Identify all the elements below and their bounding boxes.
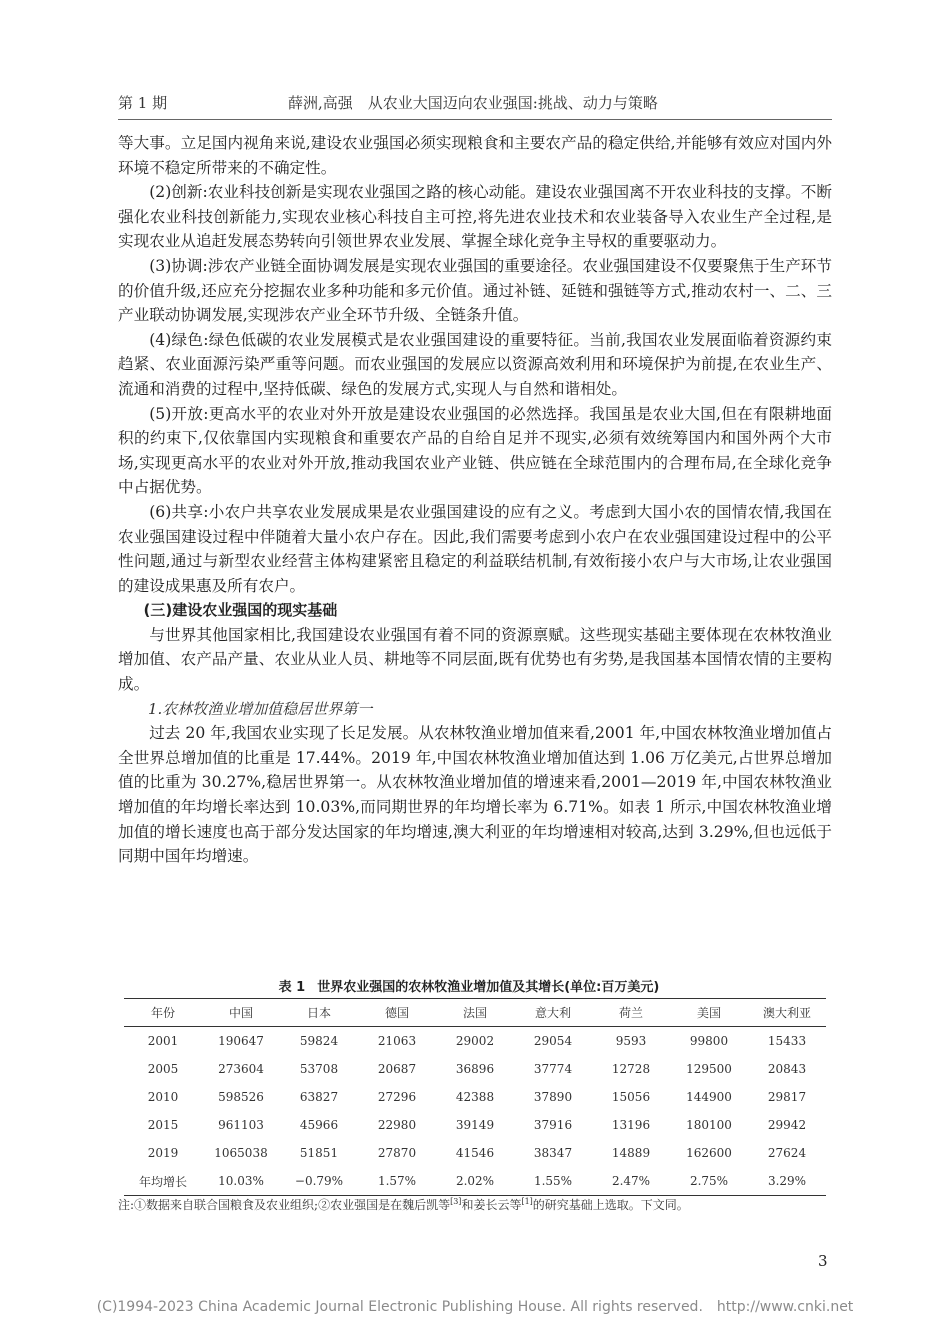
citation-ref: [3]	[450, 1197, 462, 1206]
table-row	[124, 1167, 826, 1196]
table-cell: 27870	[377, 1146, 417, 1160]
table-cell: 273604	[218, 1062, 264, 1076]
header-cell: 德国	[358, 999, 436, 1027]
table-header-row	[124, 999, 826, 1027]
table-cell: 2019	[147, 1146, 179, 1160]
table-row	[124, 1139, 826, 1167]
table-cell: 29817	[767, 1090, 807, 1104]
section-heading: (三)建设农业强国的现实基础	[143, 601, 338, 620]
table-cell: 29054	[533, 1034, 573, 1048]
header-cell: 美国	[670, 999, 748, 1027]
paragraph-sharing: (6)共享:小农户共享农业发展成果是农业强国建设的应有之义。考虑到大国小农的国情农情,我国在农业强国建设过程中伴随着大量小农户存在。因此,我们需要考虑到小农户在农业强国建设过程中的公平性问题,通过与新型农业经营主体构建紧密且稳定的利益联结机制,有效衔接小农户与大市场,让农业强国的建设成果惠及所有农户。	[118, 502, 832, 595]
table-body	[124, 1027, 826, 1196]
copyright-footer: (C)1994-2023 China Academic Journal Electronic Publishing House. All rights reserved. http://www.cnki.net	[96, 1299, 854, 1315]
table-cell: 37890	[533, 1090, 573, 1104]
table-cell: 162600	[686, 1146, 732, 1160]
table-cell: 45966	[299, 1118, 339, 1132]
table-cell: −0.79%	[280, 1167, 358, 1196]
table-cell: 27296	[377, 1090, 417, 1104]
table-cell: 961103	[218, 1118, 264, 1132]
table-cell: 2001	[147, 1034, 179, 1048]
table-row	[124, 1111, 826, 1139]
table-cell: 59824	[299, 1034, 339, 1048]
header-cell: 荷兰	[592, 999, 670, 1027]
table-cell: 63827	[299, 1090, 339, 1104]
table-cell: 37916	[533, 1118, 573, 1132]
citation-ref: [1]	[521, 1197, 533, 1206]
table-cell: 1065038	[214, 1146, 268, 1160]
table-cell: 99800	[689, 1034, 729, 1048]
table-cell: 29942	[767, 1118, 807, 1132]
table-cell: 53708	[299, 1062, 339, 1076]
table-cell: 39149	[455, 1118, 495, 1132]
header-cell: 中国	[202, 999, 280, 1027]
page-number: 3	[818, 1252, 828, 1270]
table-cell: 51851	[299, 1146, 339, 1160]
table-cell: 10.03%	[202, 1167, 280, 1196]
header-cell: 意大利	[514, 999, 592, 1027]
table-cell: 144900	[686, 1090, 732, 1104]
paragraph-coordination: (3)协调:涉农产业链全面协调发展是实现农业强国的重要途径。农业强国建设不仅要聚焦于生产环节的价值升级,还应充分挖掘农业多种功能和多元价值。通过补链、延链和强链等方式,推动农村一、二、三产业联动协调发展,实现涉农产业全环节升级、全链条升值。	[118, 256, 832, 325]
table-row	[124, 1083, 826, 1111]
table-cell: 22980	[377, 1118, 417, 1132]
paragraph-green: (4)绿色:绿色低碳的农业发展模式是农业强国建设的重要特征。当前,我国农业发展面临着资源约束趋紧、农业面源污染严重等问题。而农业强国的发展应以资源高效利用和环境保护为前提,在农业生产、流通和消费的过程中,坚持低碳、绿色的发展方式,实现人与自然和谐相处。	[118, 330, 832, 398]
article-body	[118, 131, 832, 869]
paragraph-openness: (5)开放:更高水平的农业对外开放是建设农业强国的必然选择。我国虽是农业大国,但在有限耕地面积的约束下,仅依靠国内实现粮食和重要农产品的自给自足并不现实,必须有效统筹国内和国外两个大市场,实现更高水平的农业对外开放,推动我国农业产业链、供应链在全球范围内的合理布局,在全球化竞争中占据优势。	[118, 404, 832, 497]
table-cell: 1.57%	[358, 1167, 436, 1196]
table-cell: 12728	[611, 1062, 651, 1076]
table-cell: 15056	[611, 1090, 651, 1104]
note-text-3: 的研究基础上选取。下文同。	[532, 1198, 689, 1212]
table-cell: 21063	[377, 1034, 417, 1048]
issue-number: 第 1 期	[118, 94, 168, 112]
table-cell: 年均增长	[124, 1167, 202, 1196]
table-cell: 2010	[147, 1090, 179, 1104]
table-cell: 29002	[455, 1034, 495, 1048]
table-cell: 20687	[377, 1062, 417, 1076]
table-cell: 42388	[455, 1090, 495, 1104]
note-text-2: 和姜长云等	[461, 1198, 522, 1212]
data-table	[124, 998, 826, 1196]
table-label: 表 1	[278, 980, 306, 995]
table-cell: 2.02%	[436, 1167, 514, 1196]
table-cell: 9593	[615, 1034, 647, 1048]
table-cell: 129500	[686, 1062, 732, 1076]
table-cell: 38347	[533, 1146, 573, 1160]
header-rule	[118, 119, 832, 120]
table-cell: 15433	[767, 1034, 807, 1048]
table-note	[118, 1196, 832, 1213]
table-title: 世界农业强国的农林牧渔业增加值及其增长(单位:百万美元)	[317, 980, 660, 995]
running-title: 薛洲,高强 从农业大国迈向农业强国:挑战、动力与策略	[288, 94, 658, 112]
table-cell: 14889	[611, 1146, 651, 1160]
table-cell: 41546	[455, 1146, 495, 1160]
table-cell: 2.75%	[670, 1167, 748, 1196]
table-row	[124, 1027, 826, 1056]
note-text-1: 注:①数据来自联合国粮食及农业组织;②农业强国是在魏后凯等	[118, 1198, 451, 1212]
table-cell: 180100	[686, 1118, 732, 1132]
table-cell: 1.55%	[514, 1167, 592, 1196]
table-cell: 598526	[218, 1090, 264, 1104]
header-cell: 法国	[436, 999, 514, 1027]
table-cell: 3.29%	[748, 1167, 826, 1196]
table-cell: 36896	[455, 1062, 495, 1076]
table-caption	[118, 976, 832, 995]
table-cell: 20843	[767, 1062, 807, 1076]
paragraph-foundation: 与世界其他国家相比,我国建设农业强国有着不同的资源禀赋。这些现实基础主要体现在农林牧渔业增加值、农产品产量、农业从业人员、耕地等不同层面,既有优势也有劣势,是我国基本国情农情的主要构成。	[118, 625, 832, 694]
header-cell: 年份	[124, 999, 202, 1027]
paragraph-value-added: 过去 20 年,我国农业实现了长足发展。从农林牧渔业增加值来看,2001 年,中国农林牧渔业增加值占全世界总增加值的比重是 17.44%。2019 年,中国农林牧渔业增加值达到 1.06 万亿美元,占世界总增加值的比重为 30.27%,稳居世界第一。从农林牧渔业增加值的增速来看,2001—2019 年,中国农林牧渔业增加值的年均增长率达到 10.03%,而同期世界的年均增长率为 6.71%。如表 1 所示,中国农林牧渔业增加值的增长速度也高于部分发达国家的年均增速,澳大利亚的年均增速相对较高,达到 3.29%,但也远低于同期中国年均增速。	[118, 724, 832, 866]
paragraph-innovation: (2)创新:农业科技创新是实现农业强国之路的核心动能。建设农业强国离不开农业科技的支撑。不断强化农业科技创新能力,实现农业核心科技自主可控,将先进农业技术和农业装备导入农业生产全过程,是实现农业从追赶发展态势转向引领世界农业发展、掌握全球化竞争主导权的重要驱动力。	[118, 183, 832, 251]
table-cell: 2005	[147, 1062, 179, 1076]
table-cell: 13196	[611, 1118, 651, 1132]
table-row	[124, 1055, 826, 1083]
header-cell: 澳大利亚	[748, 999, 826, 1027]
table-cell: 2015	[147, 1118, 179, 1132]
table-cell: 2.47%	[592, 1167, 670, 1196]
paragraph-continued: 等大事。立足国内视角来说,建设农业强国必须实现粮食和主要农产品的稳定供给,并能够有效应对国内外环境不稳定所带来的不确定性。	[118, 134, 832, 177]
running-header	[118, 92, 830, 116]
subsection-heading: 1.农林牧渔业增加值稳居世界第一	[148, 699, 373, 718]
table-cell: 27624	[767, 1146, 807, 1160]
table-cell: 190647	[218, 1034, 264, 1048]
header-cell: 日本	[280, 999, 358, 1027]
table-cell: 37774	[533, 1062, 573, 1076]
